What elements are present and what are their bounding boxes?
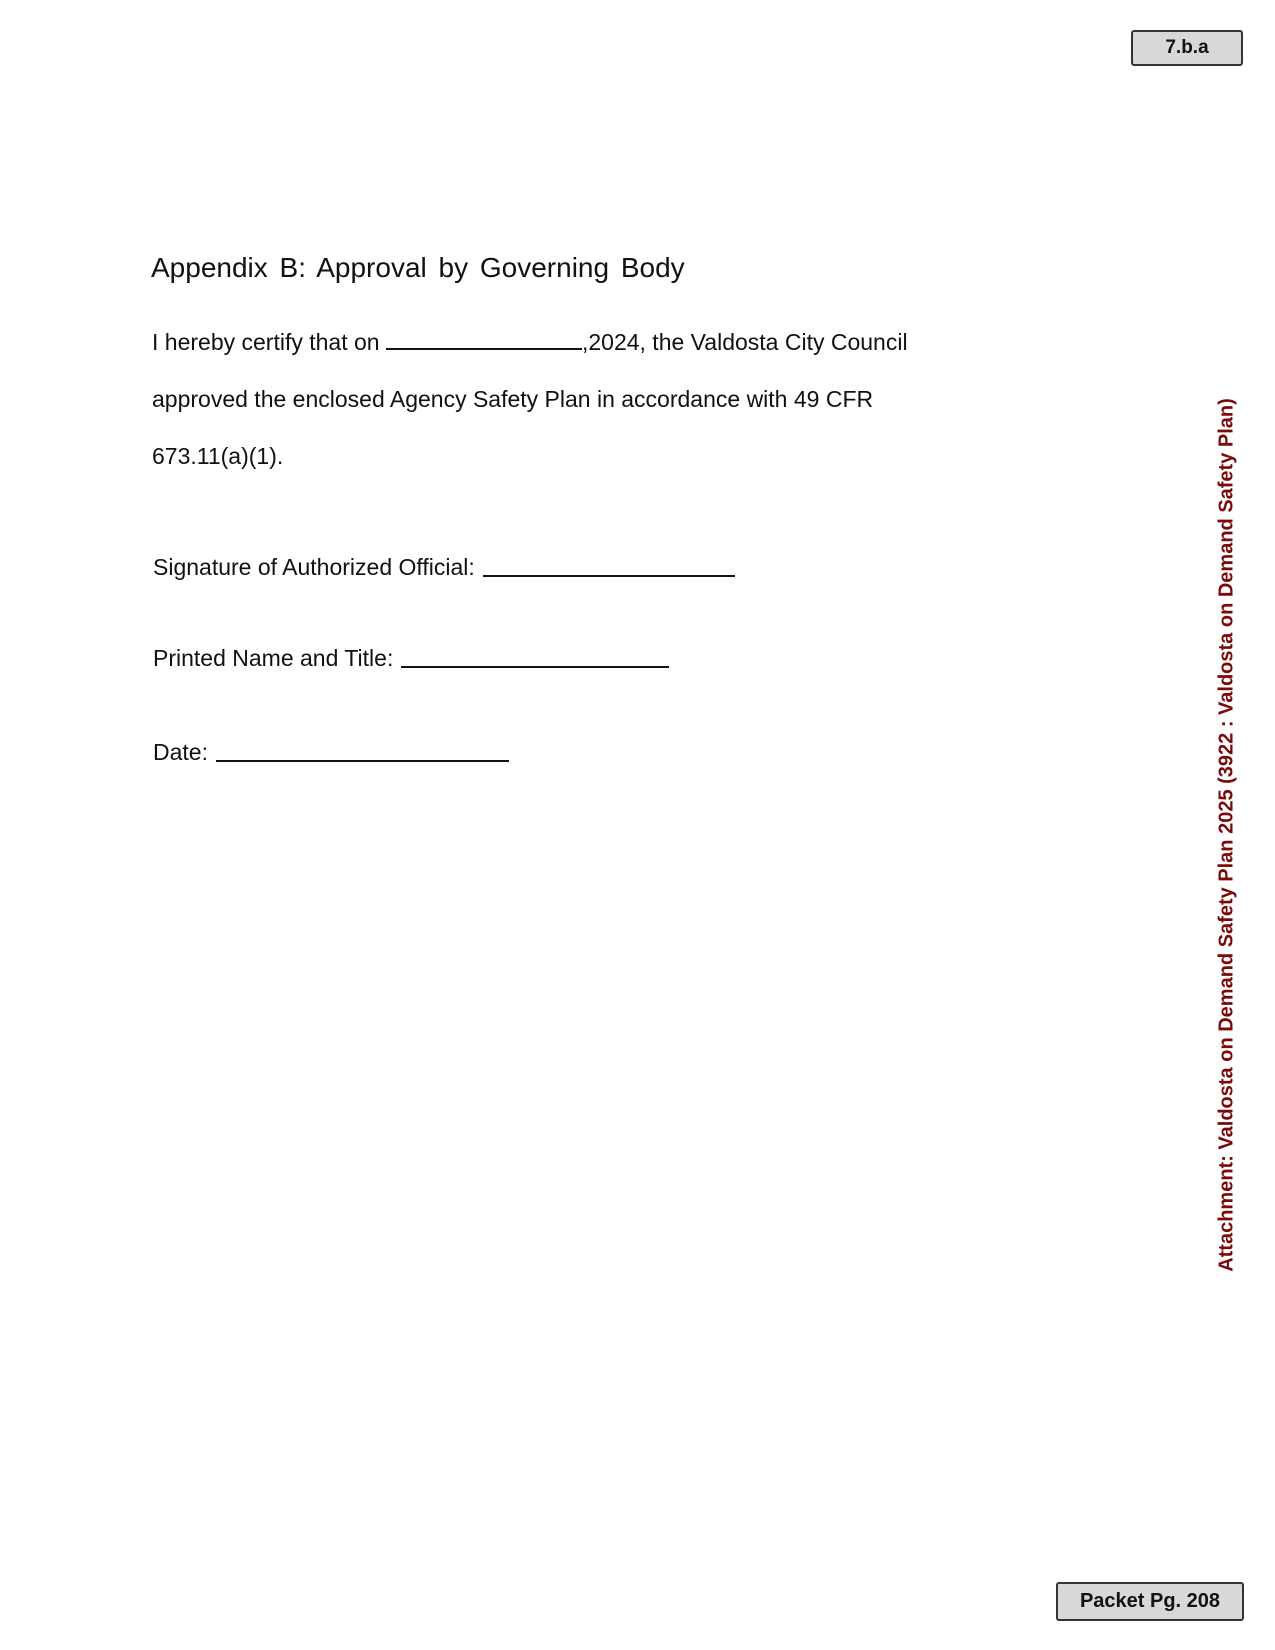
signature-field (153, 554, 735, 581)
attachment-side-label: Attachment: Valdosta on Demand Safety Plan 2025 (3922 : Valdosta on Demand Safety Plan) (1215, 398, 1238, 1272)
date-field (153, 739, 509, 766)
certification-line-2: approved the enclosed Agency Safety Plan in accordance with 49 CFR (152, 386, 874, 412)
signature-label: Signature of Authorized Official: (153, 554, 475, 580)
agenda-item-badge: 7.b.a (1131, 30, 1243, 66)
date-line[interactable] (216, 759, 509, 762)
certification-prefix: I hereby certify that on (152, 329, 380, 355)
packet-page-badge: Packet Pg. 208 (1056, 1582, 1244, 1621)
certification-suffix: ,2024, the Valdosta City Council (581, 329, 908, 355)
certification-line-1 (152, 329, 908, 356)
printed-name-line[interactable] (401, 665, 669, 668)
signature-line[interactable] (483, 574, 735, 577)
printed-name-label: Printed Name and Title: (153, 645, 394, 671)
certification-line-3: 673.11(a)(1). (152, 443, 284, 469)
date-label: Date: (153, 739, 208, 765)
page-title: Appendix B: Approval by Governing Body (151, 252, 685, 283)
printed-name-field (153, 645, 669, 672)
date-blank[interactable] (386, 348, 582, 350)
